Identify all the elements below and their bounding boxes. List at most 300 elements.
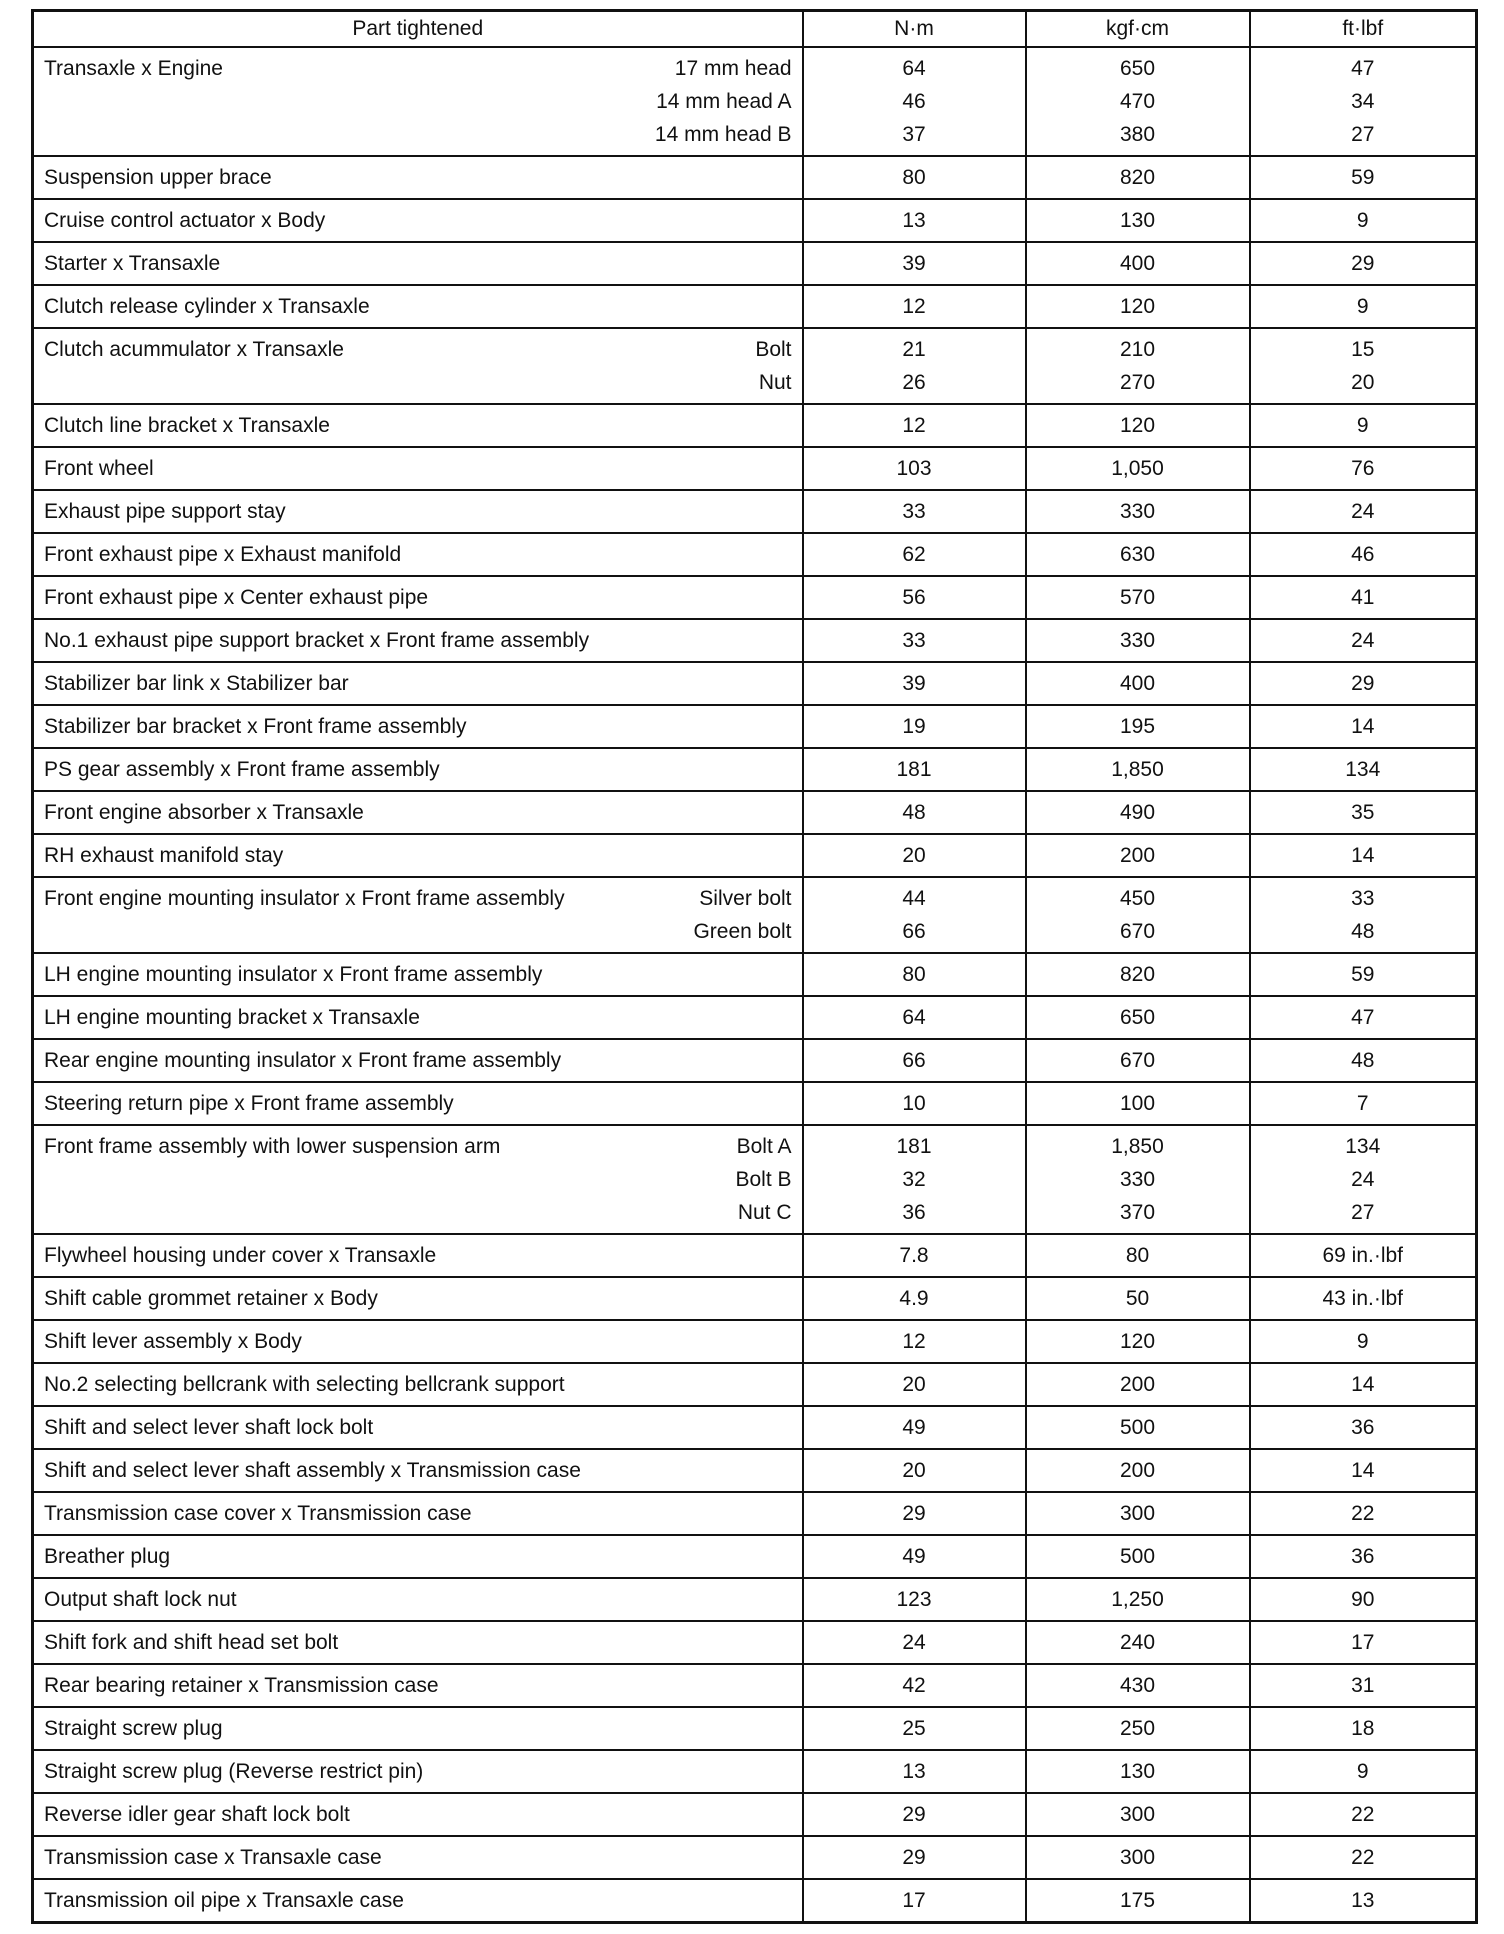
ft-lbf-value: 76	[1351, 457, 1375, 480]
ft-lbf-value: 47	[1351, 57, 1375, 80]
fastener-variant: Silver bolt	[699, 887, 792, 910]
part-tightened-cell	[33, 199, 803, 242]
table-row	[33, 1664, 1477, 1707]
ft-lbf-value: 22	[1351, 1502, 1375, 1525]
header-part-tightened: Part tightened	[33, 11, 803, 48]
part-tightened-cell	[33, 1492, 803, 1535]
part-tightened-cell	[33, 1793, 803, 1836]
kgf-cm-value: 1,850	[1111, 1135, 1164, 1158]
newton-meter-value-cell	[803, 791, 1026, 834]
kgf-cm-value: 630	[1119, 543, 1156, 566]
kgf-cm-value-cell	[1026, 748, 1250, 791]
part-name: Shift and select lever shaft assembly x Transmission case	[44, 1459, 581, 1482]
newton-meter-value: 20	[902, 1459, 926, 1482]
table-row	[33, 47, 1477, 156]
table-row	[33, 877, 1477, 953]
part-name: Output shaft lock nut	[44, 1588, 237, 1611]
ft-lbf-value-cell	[1250, 1363, 1477, 1406]
part-tightened-cell	[33, 1707, 803, 1750]
part-tightened-cell	[33, 996, 803, 1039]
table-row	[33, 1234, 1477, 1277]
part-tightened-cell	[33, 490, 803, 533]
kgf-cm-value: 300	[1119, 1803, 1156, 1826]
newton-meter-value-cell	[803, 705, 1026, 748]
part-name: Shift and select lever shaft lock bolt	[44, 1416, 374, 1439]
table-row	[33, 1125, 1477, 1234]
kgf-cm-value-cell	[1026, 1836, 1250, 1879]
part-name: RH exhaust manifold stay	[44, 844, 284, 867]
kgf-cm-value-cell	[1026, 1125, 1250, 1234]
ft-lbf-value: 33	[1351, 887, 1375, 910]
table-row	[33, 1492, 1477, 1535]
part-name: Transmission oil pipe x Transaxle case	[44, 1889, 404, 1912]
fastener-variant: Nut	[758, 371, 792, 394]
fastener-variant-list	[655, 52, 792, 151]
table-row	[33, 1836, 1477, 1879]
table-row	[33, 242, 1477, 285]
kgf-cm-value-cell	[1026, 199, 1250, 242]
table-row	[33, 996, 1477, 1039]
newton-meter-value: 37	[902, 123, 926, 146]
newton-meter-value-cell	[803, 1406, 1026, 1449]
ft-lbf-value-cell	[1250, 1449, 1477, 1492]
fastener-variant: 17 mm head	[674, 57, 792, 80]
table-row	[33, 1406, 1477, 1449]
part-tightened-cell	[33, 1879, 803, 1923]
kgf-cm-value: 400	[1119, 672, 1156, 695]
newton-meter-value-cell	[803, 1664, 1026, 1707]
ft-lbf-value-cell	[1250, 1707, 1477, 1750]
kgf-cm-value: 400	[1119, 252, 1156, 275]
ft-lbf-value: 48	[1351, 1049, 1375, 1072]
part-name: PS gear assembly x Front frame assembly	[44, 758, 440, 781]
header-newton-meter: N·m	[803, 11, 1026, 48]
ft-lbf-value: 59	[1351, 963, 1375, 986]
newton-meter-value: 21	[902, 338, 926, 361]
kgf-cm-value: 120	[1119, 295, 1156, 318]
newton-meter-value: 10	[902, 1092, 926, 1115]
ft-lbf-value-cell	[1250, 156, 1477, 199]
part-tightened-cell	[33, 748, 803, 791]
newton-meter-value-cell	[803, 1836, 1026, 1879]
table-row	[33, 490, 1477, 533]
table-row	[33, 199, 1477, 242]
newton-meter-value: 103	[896, 457, 932, 480]
ft-lbf-value: 17	[1351, 1631, 1375, 1654]
part-tightened-cell	[33, 156, 803, 199]
kgf-cm-value-cell	[1026, 576, 1250, 619]
newton-meter-value-cell	[803, 490, 1026, 533]
ft-lbf-value-cell	[1250, 199, 1477, 242]
newton-meter-value: 49	[902, 1545, 926, 1568]
part-tightened-cell	[33, 834, 803, 877]
newton-meter-value-cell	[803, 748, 1026, 791]
ft-lbf-value: 29	[1351, 672, 1375, 695]
ft-lbf-value-cell	[1250, 1082, 1477, 1125]
part-tightened-cell	[33, 47, 803, 156]
table-row	[33, 1750, 1477, 1793]
ft-lbf-value: 14	[1351, 1459, 1375, 1482]
newton-meter-value-cell	[803, 447, 1026, 490]
newton-meter-value: 12	[902, 1330, 926, 1353]
part-name: Reverse idler gear shaft lock bolt	[44, 1803, 350, 1826]
table-row	[33, 1879, 1477, 1923]
newton-meter-value: 29	[902, 1502, 926, 1525]
ft-lbf-value: 9	[1356, 1760, 1369, 1783]
kgf-cm-value: 330	[1119, 500, 1156, 523]
kgf-cm-value: 200	[1119, 844, 1156, 867]
ft-lbf-value-cell	[1250, 404, 1477, 447]
kgf-cm-value-cell	[1026, 953, 1250, 996]
newton-meter-value: 25	[902, 1717, 926, 1740]
part-tightened-cell	[33, 285, 803, 328]
newton-meter-value: 7.8	[899, 1244, 929, 1267]
newton-meter-value-cell	[803, 47, 1026, 156]
kgf-cm-value: 240	[1119, 1631, 1156, 1654]
kgf-cm-value: 430	[1119, 1674, 1156, 1697]
newton-meter-value-cell	[803, 576, 1026, 619]
kgf-cm-value: 1,050	[1111, 457, 1164, 480]
kgf-cm-value-cell	[1026, 242, 1250, 285]
ft-lbf-value: 27	[1351, 123, 1375, 146]
kgf-cm-value-cell	[1026, 877, 1250, 953]
fastener-variant-list	[735, 1130, 791, 1229]
kgf-cm-value: 490	[1119, 801, 1156, 824]
part-tightened-cell	[33, 705, 803, 748]
kgf-cm-value-cell	[1026, 834, 1250, 877]
newton-meter-value-cell	[803, 1492, 1026, 1535]
part-tightened-cell	[33, 1750, 803, 1793]
ft-lbf-value-cell	[1250, 328, 1477, 404]
kgf-cm-value-cell	[1026, 705, 1250, 748]
fastener-variant: 14 mm head B	[654, 123, 792, 146]
kgf-cm-value: 1,850	[1111, 758, 1164, 781]
part-name: No.1 exhaust pipe support bracket x Front frame assembly	[44, 629, 590, 652]
part-name: Clutch line bracket x Transaxle	[44, 414, 330, 437]
newton-meter-value: 123	[896, 1588, 932, 1611]
newton-meter-value: 39	[902, 672, 926, 695]
part-name: Exhaust pipe support stay	[44, 500, 286, 523]
part-name: Front wheel	[44, 457, 154, 480]
newton-meter-value-cell	[803, 1578, 1026, 1621]
ft-lbf-value: 15	[1351, 338, 1375, 361]
ft-lbf-value: 9	[1356, 414, 1369, 437]
kgf-cm-value-cell	[1026, 1449, 1250, 1492]
part-tightened-cell	[33, 877, 803, 953]
ft-lbf-value-cell	[1250, 662, 1477, 705]
newton-meter-value: 33	[902, 629, 926, 652]
table-row	[33, 1535, 1477, 1578]
newton-meter-value: 64	[902, 57, 926, 80]
part-name: Front exhaust pipe x Exhaust manifold	[44, 543, 402, 566]
part-name: Front frame assembly with lower suspension arm	[44, 1135, 501, 1158]
newton-meter-value: 24	[902, 1631, 926, 1654]
kgf-cm-value: 120	[1119, 414, 1156, 437]
newton-meter-value: 33	[902, 500, 926, 523]
kgf-cm-value: 130	[1119, 1760, 1156, 1783]
kgf-cm-value: 175	[1119, 1889, 1156, 1912]
ft-lbf-value-cell	[1250, 47, 1477, 156]
newton-meter-value: 66	[902, 1049, 926, 1072]
part-tightened-cell	[33, 791, 803, 834]
ft-lbf-value: 14	[1351, 1373, 1375, 1396]
kgf-cm-value: 380	[1119, 123, 1156, 146]
ft-lbf-value: 43 in.·lbf	[1322, 1287, 1404, 1310]
newton-meter-value-cell	[803, 328, 1026, 404]
part-name: Transmission case cover x Transmission case	[44, 1502, 472, 1525]
ft-lbf-value-cell	[1250, 705, 1477, 748]
ft-lbf-value: 29	[1351, 252, 1375, 275]
ft-lbf-value: 134	[1345, 758, 1381, 781]
kgf-cm-value: 210	[1119, 338, 1156, 361]
ft-lbf-value-cell	[1250, 1234, 1477, 1277]
ft-lbf-value: 7	[1356, 1092, 1369, 1115]
fastener-variant: Bolt B	[735, 1168, 792, 1191]
fastener-variant-list	[693, 882, 791, 948]
part-tightened-cell	[33, 576, 803, 619]
kgf-cm-value: 80	[1125, 1244, 1150, 1267]
ft-lbf-value-cell	[1250, 533, 1477, 576]
kgf-cm-value: 650	[1119, 1006, 1156, 1029]
kgf-cm-value-cell	[1026, 533, 1250, 576]
newton-meter-value-cell	[803, 996, 1026, 1039]
newton-meter-value-cell	[803, 1277, 1026, 1320]
table-row	[33, 953, 1477, 996]
kgf-cm-value: 250	[1119, 1717, 1156, 1740]
newton-meter-value-cell	[803, 1125, 1026, 1234]
ft-lbf-value: 41	[1351, 586, 1375, 609]
ft-lbf-value: 22	[1351, 1846, 1375, 1869]
kgf-cm-value-cell	[1026, 996, 1250, 1039]
newton-meter-value-cell	[803, 404, 1026, 447]
part-name: Rear engine mounting insulator x Front frame assembly	[44, 1049, 562, 1072]
kgf-cm-value: 670	[1119, 1049, 1156, 1072]
part-tightened-cell	[33, 1125, 803, 1234]
ft-lbf-value-cell	[1250, 834, 1477, 877]
kgf-cm-value-cell	[1026, 619, 1250, 662]
newton-meter-value: 12	[902, 414, 926, 437]
ft-lbf-value-cell	[1250, 1621, 1477, 1664]
fastener-variant: 14 mm head A	[656, 90, 792, 113]
kgf-cm-value-cell	[1026, 328, 1250, 404]
table-row	[33, 1039, 1477, 1082]
part-name: Flywheel housing under cover x Transaxle	[44, 1244, 437, 1267]
kgf-cm-value-cell	[1026, 662, 1250, 705]
ft-lbf-value: 9	[1356, 209, 1369, 232]
newton-meter-value-cell	[803, 1707, 1026, 1750]
header-kgf-cm: kgf·cm	[1026, 11, 1250, 48]
ft-lbf-value-cell	[1250, 953, 1477, 996]
kgf-cm-value-cell	[1026, 1621, 1250, 1664]
newton-meter-value: 56	[902, 586, 926, 609]
ft-lbf-value: 24	[1351, 629, 1375, 652]
newton-meter-value-cell	[803, 619, 1026, 662]
table-row	[33, 1578, 1477, 1621]
kgf-cm-value: 300	[1119, 1846, 1156, 1869]
kgf-cm-value: 200	[1119, 1373, 1156, 1396]
part-tightened-cell	[33, 1449, 803, 1492]
newton-meter-value: 13	[902, 1760, 926, 1783]
part-name: Shift fork and shift head set bolt	[44, 1631, 339, 1654]
newton-meter-value-cell	[803, 1320, 1026, 1363]
table-row	[33, 1707, 1477, 1750]
ft-lbf-value: 9	[1356, 295, 1369, 318]
ft-lbf-value-cell	[1250, 1320, 1477, 1363]
part-tightened-cell	[33, 1836, 803, 1879]
table-row	[33, 576, 1477, 619]
kgf-cm-value: 100	[1119, 1092, 1156, 1115]
newton-meter-value-cell	[803, 834, 1026, 877]
kgf-cm-value-cell	[1026, 490, 1250, 533]
ft-lbf-value-cell	[1250, 748, 1477, 791]
kgf-cm-value-cell	[1026, 1578, 1250, 1621]
table-row	[33, 619, 1477, 662]
table-row	[33, 285, 1477, 328]
table-row	[33, 404, 1477, 447]
kgf-cm-value: 270	[1119, 371, 1156, 394]
kgf-cm-value-cell	[1026, 1793, 1250, 1836]
table-row	[33, 662, 1477, 705]
ft-lbf-value: 9	[1356, 1330, 1369, 1353]
table-row	[33, 791, 1477, 834]
newton-meter-value: 66	[902, 920, 926, 943]
ft-lbf-value: 36	[1351, 1545, 1375, 1568]
newton-meter-value: 26	[902, 371, 926, 394]
ft-lbf-value-cell	[1250, 1836, 1477, 1879]
kgf-cm-value: 450	[1119, 887, 1156, 910]
part-name: Clutch release cylinder x Transaxle	[44, 295, 370, 318]
newton-meter-value-cell	[803, 877, 1026, 953]
part-tightened-cell	[33, 619, 803, 662]
newton-meter-value-cell	[803, 533, 1026, 576]
part-name: Shift cable grommet retainer x Body	[44, 1287, 378, 1310]
part-tightened-cell	[33, 1621, 803, 1664]
table-row	[33, 533, 1477, 576]
kgf-cm-value-cell	[1026, 1750, 1250, 1793]
fastener-variant: Nut C	[737, 1201, 792, 1224]
newton-meter-value-cell	[803, 1879, 1026, 1923]
newton-meter-value: 12	[902, 295, 926, 318]
ft-lbf-value: 36	[1351, 1416, 1375, 1439]
part-tightened-cell	[33, 1234, 803, 1277]
table-row	[33, 156, 1477, 199]
kgf-cm-value: 650	[1119, 57, 1156, 80]
ft-lbf-value: 31	[1351, 1674, 1375, 1697]
table-row	[33, 1320, 1477, 1363]
ft-lbf-value: 34	[1351, 90, 1375, 113]
newton-meter-value-cell	[803, 662, 1026, 705]
table-row	[33, 1449, 1477, 1492]
newton-meter-value: 36	[902, 1201, 926, 1224]
ft-lbf-value-cell	[1250, 242, 1477, 285]
kgf-cm-value: 820	[1119, 166, 1156, 189]
kgf-cm-value-cell	[1026, 1492, 1250, 1535]
part-name: Front exhaust pipe x Center exhaust pipe	[44, 586, 429, 609]
part-tightened-cell	[33, 404, 803, 447]
part-tightened-cell	[33, 1363, 803, 1406]
newton-meter-value: 80	[902, 166, 926, 189]
newton-meter-value-cell	[803, 1535, 1026, 1578]
table-row	[33, 1277, 1477, 1320]
part-tightened-cell	[33, 1320, 803, 1363]
ft-lbf-value: 35	[1351, 801, 1375, 824]
newton-meter-value: 80	[902, 963, 926, 986]
newton-meter-value-cell	[803, 1621, 1026, 1664]
newton-meter-value-cell	[803, 285, 1026, 328]
part-tightened-cell	[33, 1406, 803, 1449]
newton-meter-value: 19	[902, 715, 926, 738]
part-name: No.2 selecting bellcrank with selecting bellcrank support	[44, 1373, 565, 1396]
kgf-cm-value: 470	[1119, 90, 1156, 113]
newton-meter-value: 32	[902, 1168, 926, 1191]
newton-meter-value-cell	[803, 199, 1026, 242]
part-name: Rear bearing retainer x Transmission case	[44, 1674, 439, 1697]
table-row	[33, 1793, 1477, 1836]
ft-lbf-value: 48	[1351, 920, 1375, 943]
newton-meter-value: 62	[902, 543, 926, 566]
kgf-cm-value-cell	[1026, 1535, 1250, 1578]
part-name: Clutch acummulator x Transaxle	[44, 338, 344, 361]
ft-lbf-value: 14	[1351, 844, 1375, 867]
ft-lbf-value: 13	[1351, 1889, 1375, 1912]
kgf-cm-value: 670	[1119, 920, 1156, 943]
newton-meter-value-cell	[803, 1234, 1026, 1277]
newton-meter-value-cell	[803, 1449, 1026, 1492]
newton-meter-value: 20	[902, 844, 926, 867]
newton-meter-value-cell	[803, 1750, 1026, 1793]
newton-meter-value: 20	[902, 1373, 926, 1396]
kgf-cm-value-cell	[1026, 47, 1250, 156]
ft-lbf-value-cell	[1250, 1793, 1477, 1836]
kgf-cm-value-cell	[1026, 791, 1250, 834]
ft-lbf-value-cell	[1250, 877, 1477, 953]
newton-meter-value: 17	[902, 1889, 926, 1912]
ft-lbf-value-cell	[1250, 1879, 1477, 1923]
part-tightened-cell	[33, 447, 803, 490]
ft-lbf-value-cell	[1250, 447, 1477, 490]
newton-meter-value: 29	[902, 1846, 926, 1869]
fastener-variant: Bolt	[755, 338, 792, 361]
table-row	[33, 1082, 1477, 1125]
kgf-cm-value: 300	[1119, 1502, 1156, 1525]
kgf-cm-value: 570	[1119, 586, 1156, 609]
header-row	[33, 11, 1477, 48]
part-tightened-cell	[33, 1578, 803, 1621]
table-row	[33, 1363, 1477, 1406]
part-name: LH engine mounting bracket x Transaxle	[44, 1006, 420, 1029]
part-tightened-cell	[33, 1039, 803, 1082]
kgf-cm-value-cell	[1026, 1320, 1250, 1363]
kgf-cm-value-cell	[1026, 1406, 1250, 1449]
ft-lbf-value: 134	[1345, 1135, 1381, 1158]
kgf-cm-value: 195	[1119, 715, 1156, 738]
ft-lbf-value-cell	[1250, 576, 1477, 619]
ft-lbf-value: 27	[1351, 1201, 1375, 1224]
newton-meter-value-cell	[803, 953, 1026, 996]
fastener-variant: Green bolt	[693, 920, 792, 943]
fastener-variant-list	[755, 333, 791, 399]
part-name: Front engine mounting insulator x Front frame assembly	[44, 887, 565, 910]
newton-meter-value: 181	[896, 758, 932, 781]
fastener-variant: Bolt A	[736, 1135, 792, 1158]
newton-meter-value: 181	[896, 1135, 932, 1158]
kgf-cm-value-cell	[1026, 1082, 1250, 1125]
table-row	[33, 748, 1477, 791]
newton-meter-value-cell	[803, 1082, 1026, 1125]
ft-lbf-value: 14	[1351, 715, 1375, 738]
part-tightened-cell	[33, 242, 803, 285]
kgf-cm-value: 330	[1119, 629, 1156, 652]
